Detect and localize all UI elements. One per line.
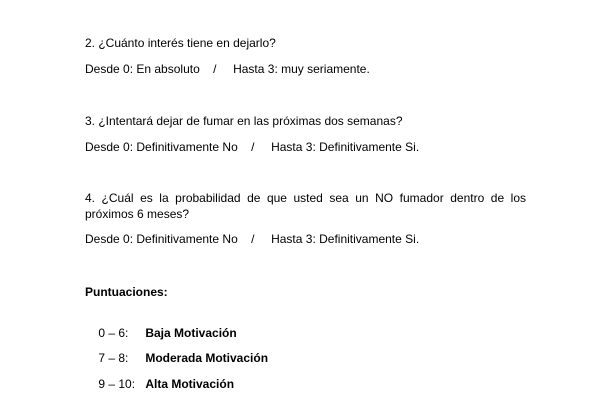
question-4-text: 4. ¿Cuál es la probabilidad de que usted sea un NO fumador dentro de los próximos 6 meses? <box>85 191 526 221</box>
score-label: Baja Motivación <box>145 326 237 340</box>
question-3-scale: Desde 0: Definitivamente No / Hasta 3: Definitivamente Si. <box>85 140 420 154</box>
score-label: Alta Motivación <box>145 377 235 391</box>
question-2-text: 2. ¿Cuánto interés tiene en dejarlo? <box>85 36 276 50</box>
score-label: Moderada Motivación <box>145 351 269 365</box>
score-range: 9 – 10: <box>98 377 136 391</box>
question-4-scale: Desde 0: Definitivamente No / Hasta 3: Definitivamente Si. <box>85 232 420 246</box>
score-range: 0 – 6: <box>98 326 129 340</box>
scores-title: Puntuaciones: <box>85 285 168 299</box>
score-row-high <box>85 362 234 407</box>
question-3-text: 3. ¿Intentará dejar de fumar en las próximas dos semanas? <box>85 114 403 128</box>
score-range: 7 – 8: <box>98 351 129 365</box>
question-2-scale: Desde 0: En absoluto / Hasta 3: muy seriamente. <box>85 62 370 76</box>
